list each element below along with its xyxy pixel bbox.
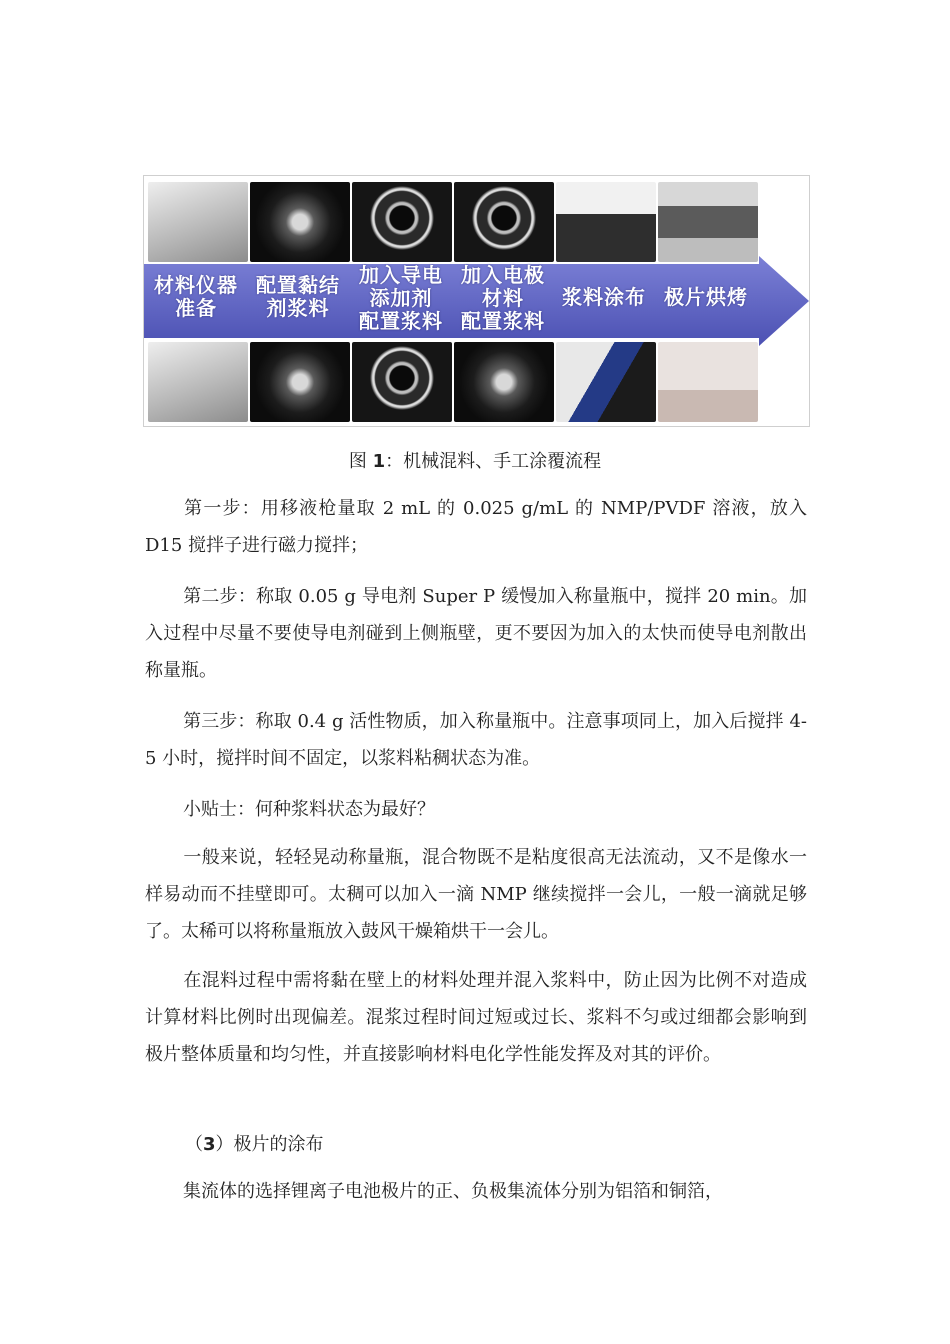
- process-figure: [143, 175, 810, 427]
- step-label-1: 材料仪器 准备: [154, 273, 238, 320]
- photo-hand-coating: [556, 342, 656, 422]
- photo-mixer: [148, 342, 248, 422]
- photo-electrode-baking: [658, 182, 758, 262]
- photo-slurry-mixed: [454, 342, 554, 422]
- step-label-6: 极片烘烤: [664, 285, 748, 309]
- step-label-4: 加入电极 材料 配置浆料: [461, 263, 545, 333]
- photo-conductive-additive: [352, 182, 452, 262]
- photo-materials-instruments: [148, 182, 248, 262]
- paragraph-tip-body: 一般来说，轻轻晃动称量瓶，混合物既不是粘度很高无法流动，又不是像水一样易动而不挂壁即可。太稠可以加入一滴 NMP 继续搅拌一会儿，一般一滴就足够了。太稀可以将称量瓶放入鼓风干燥箱烘干一会儿。: [145, 847, 807, 942]
- paragraph-current-collector: 集流体的选择锂离子电池极片的正、负极集流体分别为铝箔和铜箔，: [183, 1181, 723, 1202]
- photo-slurry-coating: [556, 182, 656, 262]
- photo-additive-mixed: [352, 342, 452, 422]
- paragraph-step-1: 第一步：用移液枪量取 2 mL 的 0.025 g/mL 的 NMP/PVDF 溶液，放入 D15 搅拌子进行磁力搅拌；: [145, 498, 807, 556]
- photo-electrode-material: [454, 182, 554, 262]
- paragraph-tip-title: 小贴士：何种浆料状态为最好？: [183, 799, 435, 820]
- section-heading: （3）极片的涂布: [185, 1134, 324, 1155]
- paragraph-mixing-notes: 在混料过程中需将黏在壁上的材料处理并混入浆料中，防止因为比例不对造成计算材料比例时出现偏差。混浆过程时间过短或过长、浆料不匀或过细都会影响到极片整体质量和均匀性，并直接影响材料电化学性能发挥及对其的评价。: [145, 970, 807, 1065]
- figure-caption: 图 1：机械混料、手工涂覆流程: [348, 451, 602, 472]
- step-label-3: 加入导电 添加剂 配置浆料: [359, 263, 443, 333]
- photo-drying-oven: [658, 342, 758, 422]
- step-label-5: 浆料涂布: [562, 285, 646, 309]
- photo-binder-slurry: [250, 182, 350, 262]
- paragraph-step-3: 第三步：称取 0.4 g 活性物质，加入称量瓶中。注意事项同上，加入后搅拌 4-5 小时，搅拌时间不固定，以浆料粘稠状态为准。: [145, 711, 807, 769]
- photo-binder-dissolved: [250, 342, 350, 422]
- step-label-2: 配置黏结 剂浆料: [256, 273, 340, 320]
- paragraph-step-2: 第二步：称取 0.05 g 导电剂 Super P 缓慢加入称量瓶中，搅拌 20 min。加入过程中尽量不要使导电剂碰到上侧瓶壁，更不要因为加入的太快而使导电剂散出称量瓶。: [145, 586, 807, 681]
